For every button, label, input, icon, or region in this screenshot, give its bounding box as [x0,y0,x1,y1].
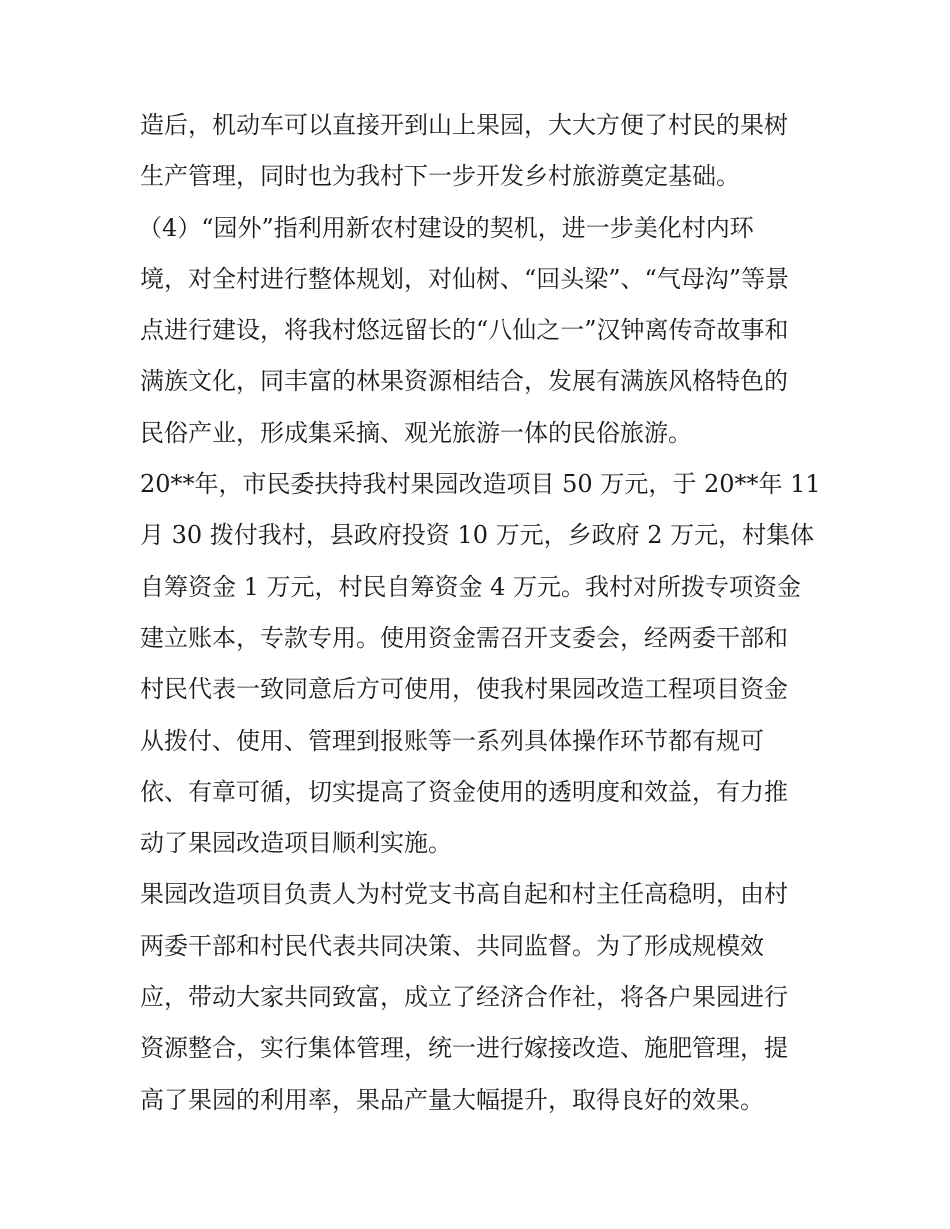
text-line: 资源整合，实行集体管理，统一进行嫁接改造、施肥管理，提 [140,1034,788,1063]
text-line: 两委干部和村民代表共同决策、共同监督。为了形成规模效 [140,931,764,960]
text-line: 建立账本，专款专用。使用资金需召开支委会，经两委干部和 [140,623,788,652]
text-line: 从拨付、使用、管理到报账等一系列具体操作环节都有规可 [140,726,764,755]
text-line: 动了果园改造项目顺利实施。 [140,829,452,858]
text-line: 20**年，市民委扶持我村果园改造项目 50 万元，于 20**年 11 [140,470,821,499]
text-line: 果园改造项目负责人为村党支书高自起和村主任高稳明，由村 [140,880,788,909]
text-line: （4）“园外”指利用新农村建设的契机，进一步美化村内环 [138,213,754,242]
text-line: 民俗产业，形成集采摘、观光旅游一体的民俗旅游。 [140,418,692,447]
text-line: 造后，机动车可以直接开到山上果园，大大方便了村民的果树 [140,111,788,139]
text-line: 境，对全村进行整体规划，对仙树、“回头梁”、“气母沟”等景 [140,264,790,293]
text-line: 月 30 拨付我村，县政府投资 10 万元，乡政府 2 万元，村集体 [140,521,815,550]
text-line: 村民代表一致同意后方可使用，使我村果园改造工程项目资金 [140,675,788,704]
text-line: 依、有章可循，切实提高了资金使用的透明度和效益，有力推 [140,777,788,806]
body-text [140,100,820,1126]
text-line: 应，带动大家共同致富，成立了经济合作社，将各户果园进行 [140,983,788,1012]
text-line: 自筹资金 1 万元，村民自筹资金 4 万元。我村对所拨专项资金 [140,572,802,601]
text-line: 生产管理，同时也为我村下一步开发乡村旅游奠定基础。 [140,162,740,191]
text-line: 高了果园的利用率，果品产量大幅提升，取得良好的效果。 [140,1085,764,1114]
text-line: 满族文化，同丰富的林果资源相结合，发展有满族风格特色的 [140,367,788,396]
text-line: 点进行建设，将我村悠远留长的“八仙之一”汉钟离传奇故事和 [140,316,789,345]
